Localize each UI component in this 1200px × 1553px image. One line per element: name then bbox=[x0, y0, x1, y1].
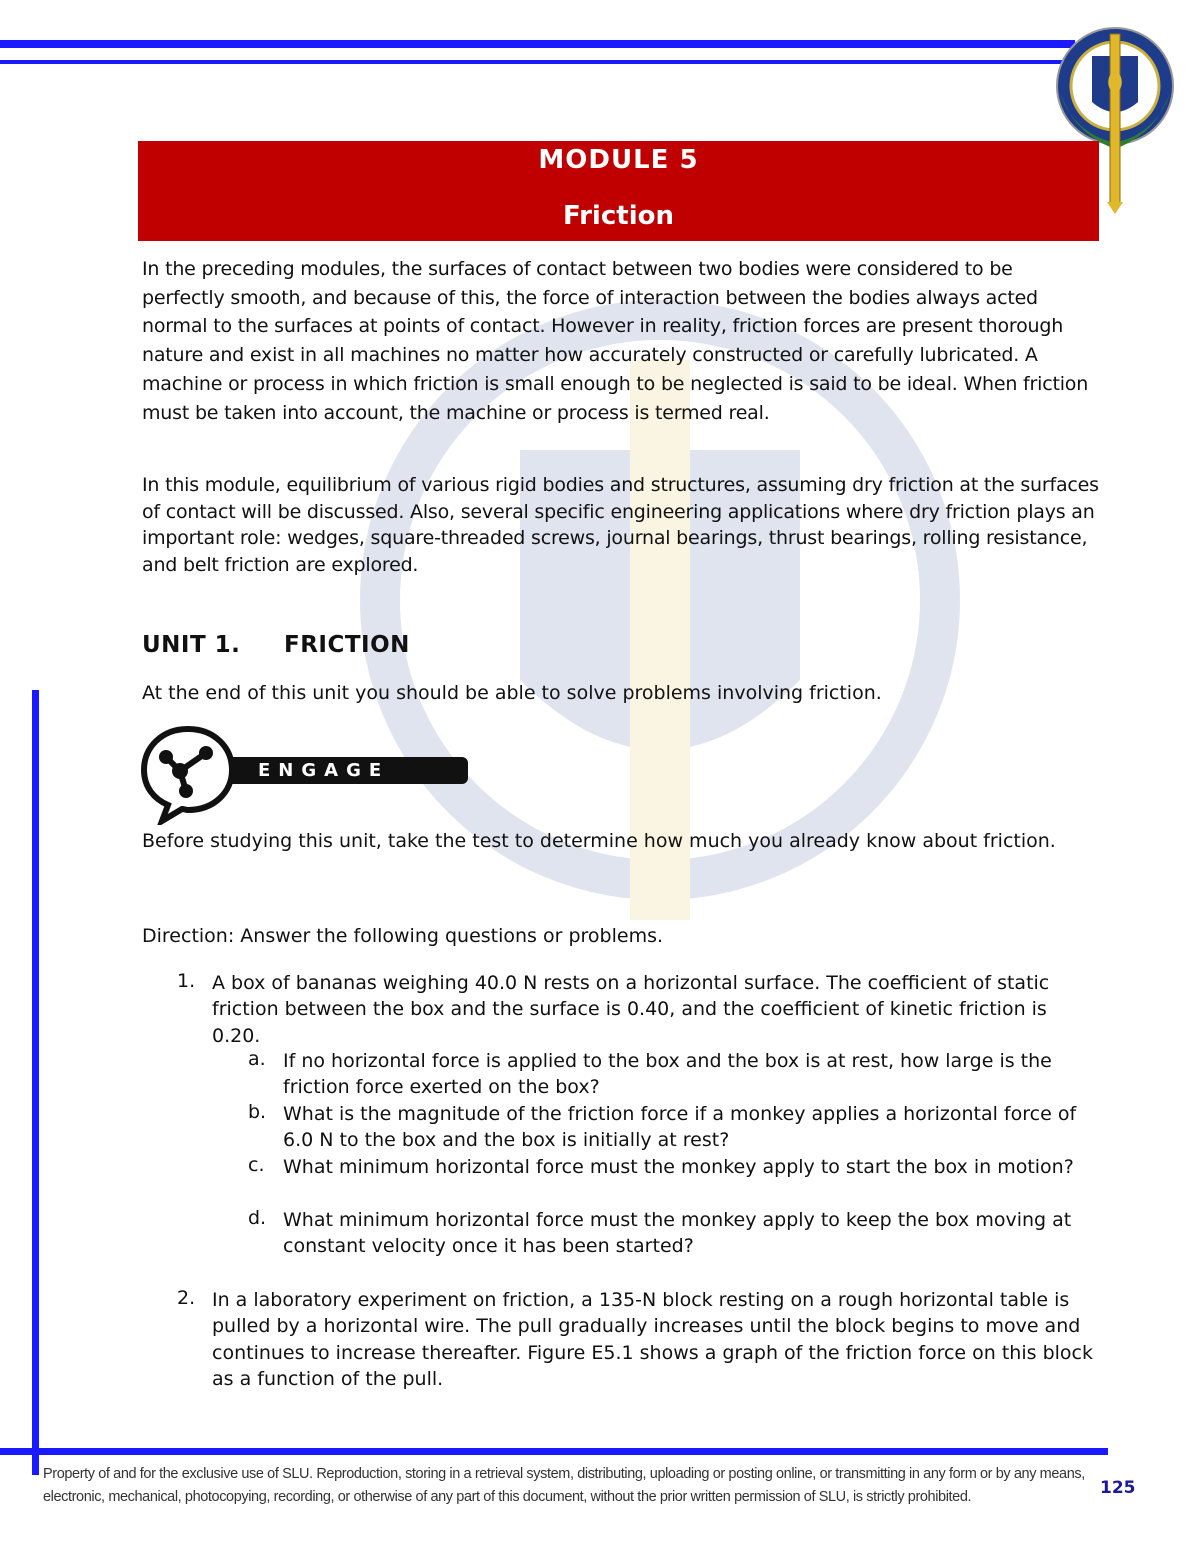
question-1a-letter: a. bbox=[248, 1048, 266, 1070]
unit-number: UNIT 1. bbox=[142, 632, 241, 658]
question-1d-letter: d. bbox=[248, 1207, 267, 1229]
pretest-direction: Direction: Answer the following questions or problems. bbox=[142, 925, 664, 947]
question-1-text: A box of bananas weighing 40.0 N rests on a horizontal surface. The coefficient of static friction between the box and the surface is 0.40, and the coefficient of kinetic friction is 0.20. bbox=[212, 972, 1050, 1047]
question-1-number: 1. bbox=[177, 970, 196, 992]
question-1b-text: What is the magnitude of the friction force if a monkey applies a horizontal force of 6.0 N to the box and the box is initially at rest? bbox=[283, 1103, 1077, 1152]
left-margin-rule bbox=[32, 690, 39, 1475]
question-1c-text: What minimum horizontal force must the monkey apply to start the box in motion? bbox=[283, 1156, 1074, 1178]
top-rule-thick bbox=[0, 40, 1075, 48]
intro-paragraph-2: In this module, equilibrium of various rigid bodies and structures, assuming dry friction at the surfaces of contact will be discussed. Also, several specific engineering applications where dry friction plays an important role: wedges, square-threaded screws, journal bearings, thrust bearings, rolling resistance, and belt friction are explored. bbox=[142, 474, 1099, 576]
question-2-text: In a laboratory experiment on friction, a 135-N block resting on a rough horizontal table is pulled by a horizontal wire. The pull gradually increases until the block begins to move and continues to increase thereafter. Figure E5.1 shows a graph of the friction force on this block as a function of the pull. bbox=[212, 1289, 1093, 1390]
share-network-speech-bubble-icon bbox=[140, 725, 236, 825]
question-1d-text: What minimum horizontal force must the monkey apply to keep the box moving at constant velocity once it has been started? bbox=[283, 1209, 1072, 1258]
unit-heading bbox=[142, 632, 410, 658]
engage-label: ENGAGE bbox=[230, 757, 468, 784]
unit-objective: At the end of this unit you should be able to solve problems involving friction. bbox=[142, 682, 882, 704]
pretest-intro: Before studying this unit, take the test to determine how much you already know about friction. bbox=[142, 830, 1056, 852]
bottom-rule bbox=[0, 1448, 1108, 1455]
question-1a-text: If no horizontal force is applied to the box and the box is at rest, how large is the friction force exerted on the box? bbox=[283, 1050, 1052, 1099]
module-label: MODULE 5 bbox=[538, 145, 699, 175]
module-title: Friction bbox=[563, 201, 674, 231]
question-2-number: 2. bbox=[177, 1287, 196, 1309]
top-rule-thin bbox=[0, 60, 1075, 64]
unit-title: FRICTION bbox=[284, 632, 410, 658]
page-number: 125 bbox=[1100, 1478, 1136, 1498]
question-1b-letter: b. bbox=[248, 1101, 267, 1123]
copyright-notice: Property of and for the exclusive use of SLU. Reproduction, storing in a retrieval system, distributing, uploading or posting online, or transmitting in any form or by any means, electronic, mechanical, photocopying, recording, or otherwise of any part of this document, without the prior written permission of SLU, is strictly prohibited. bbox=[43, 1466, 1085, 1505]
question-1c-letter: c. bbox=[248, 1154, 265, 1176]
intro-paragraph-1: In the preceding modules, the surfaces of contact between two bodies were considered to be perfectly smooth, and because of this, the force of interaction between the bodies always acted normal to the surfaces at points of contact. However in reality, friction forces are present thorough nature and exist in all machines no matter how accurately constructed or carefully lubricated. A machine or process in which friction is small enough to be neglected is said to be ideal. When friction must be taken into account, the machine or process is termed real. bbox=[142, 258, 1089, 424]
module-header-banner bbox=[138, 141, 1099, 241]
